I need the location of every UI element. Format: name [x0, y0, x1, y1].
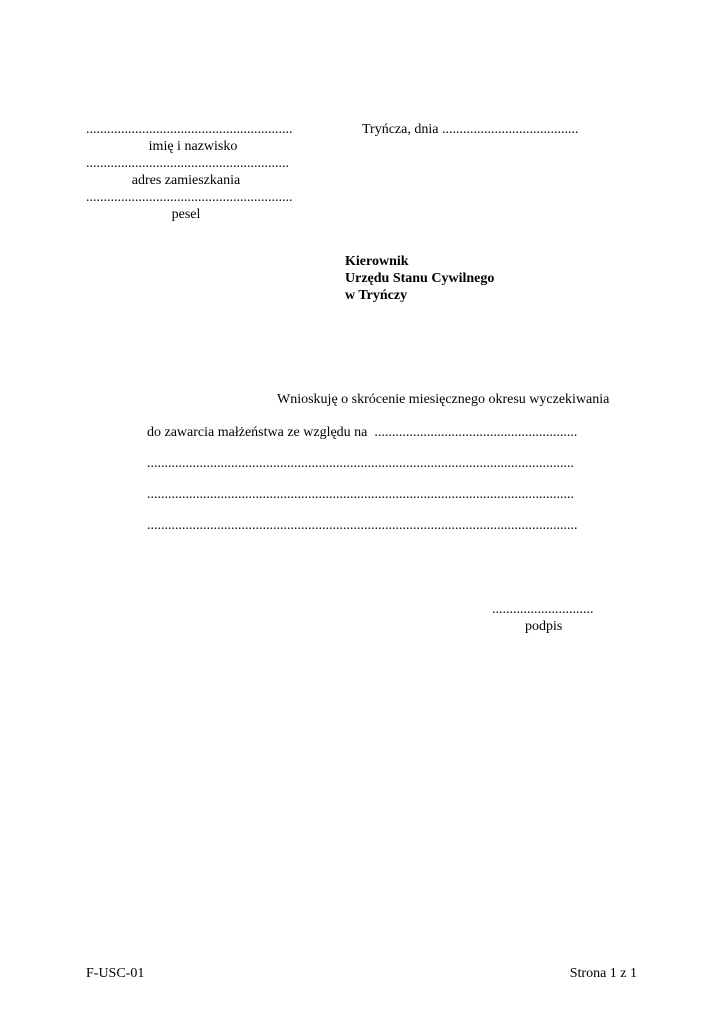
recipient-line-2: Urzędu Stanu Cywilnego — [345, 271, 495, 286]
applicant-name-line[interactable]: ........................................................... — [86, 122, 293, 137]
signature-line[interactable]: ............................. — [492, 602, 594, 617]
date-field-dots[interactable]: ....................................... — [441, 122, 579, 137]
page-number: Strona 1 z 1 — [569, 966, 637, 981]
signature-label: podpis — [525, 619, 563, 634]
applicant-pesel-label: pesel — [171, 207, 201, 222]
recipient-line-1: Kierownik — [345, 254, 409, 269]
applicant-name-label: imię i nazwisko — [148, 139, 238, 154]
place-date-line[interactable] — [362, 122, 578, 138]
applicant-address-label: adres zamieszkania — [131, 173, 241, 188]
request-text-line-2[interactable] — [147, 425, 577, 441]
reason-field-dots[interactable]: .......................................................... — [374, 425, 578, 440]
applicant-address-line[interactable]: .......................................................... — [86, 156, 289, 171]
reason-field-line-4[interactable]: ........................................................................................................................... — [147, 518, 578, 533]
request-text-line-1: Wnioskuję o skrócenie miesięcznego okresu wyczekiwania — [277, 392, 610, 407]
reason-prefix: do zawarcia małżeństwa ze względu na — [147, 425, 368, 440]
recipient-line-3: w Tryńczy — [345, 288, 408, 303]
place-date-prefix: Tryńcza, dnia — [362, 122, 439, 137]
reason-field-line-2[interactable]: .......................................................................................................................... — [147, 456, 574, 471]
applicant-pesel-line[interactable]: ........................................................... — [86, 190, 293, 205]
reason-field-line-3[interactable]: .......................................................................................................................... — [147, 487, 574, 502]
form-code: F-USC-01 — [86, 966, 145, 981]
